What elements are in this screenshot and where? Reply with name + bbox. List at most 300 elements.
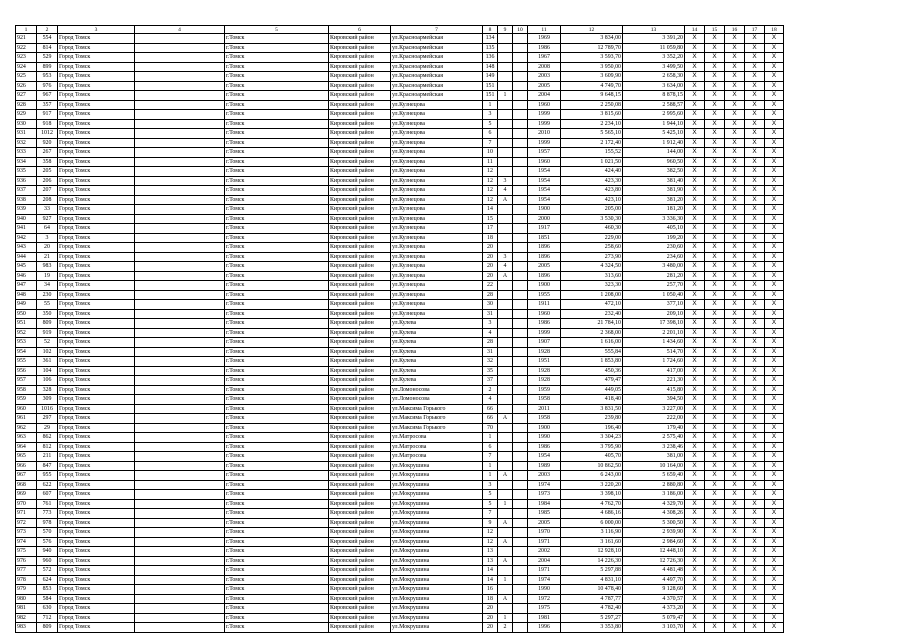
x-mark-cell: X — [705, 528, 725, 538]
street-cell: ул.Мокрушина — [391, 604, 483, 614]
total-area-cell: 258,60 — [561, 243, 623, 253]
street-cell: ул.Кузнецова — [391, 252, 483, 262]
x-mark-cell: X — [745, 452, 765, 462]
year-built-cell: 2000 — [528, 214, 561, 224]
municipality-cell: Город Томск — [58, 537, 135, 547]
municipality-cell: Город Томск — [58, 613, 135, 623]
municipality-cell: Город Томск — [58, 499, 135, 509]
building-suffix-cell — [498, 547, 513, 557]
municipality-cell: Город Томск — [58, 72, 135, 82]
x-mark-cell: X — [765, 119, 784, 129]
locality-cell: г.Томск — [225, 205, 329, 215]
x-mark-cell: X — [685, 167, 705, 177]
table-row — [16, 509, 784, 519]
x-mark-cell: X — [745, 262, 765, 272]
table-row — [16, 528, 784, 538]
street-cell: ул.Мокрушина — [391, 594, 483, 604]
object-id-cell: 529 — [37, 53, 58, 63]
row-number-cell: 924 — [16, 62, 37, 72]
x-mark-cell: X — [765, 148, 784, 158]
total-area-cell: 9 648,15 — [561, 91, 623, 101]
object-id-cell: 622 — [37, 480, 58, 490]
street-cell: ул.Кузнецова — [391, 205, 483, 215]
house-number-cell: 17 — [483, 224, 498, 234]
building-suffix-cell — [498, 357, 513, 367]
x-mark-cell: X — [745, 490, 765, 500]
x-mark-cell: X — [765, 138, 784, 148]
table-row — [16, 205, 784, 215]
blank-cell — [513, 34, 528, 44]
x-mark-cell: X — [705, 414, 725, 424]
x-mark-cell: X — [765, 233, 784, 243]
x-mark-cell: X — [745, 566, 765, 576]
locality-cell: г.Томск — [225, 119, 329, 129]
row-number-cell: 944 — [16, 252, 37, 262]
building-suffix-cell: 1 — [498, 575, 513, 585]
x-mark-cell: X — [705, 518, 725, 528]
x-mark-cell: X — [705, 110, 725, 120]
x-mark-cell: X — [745, 575, 765, 585]
building-suffix-cell: А — [498, 594, 513, 604]
x-mark-cell: X — [765, 43, 784, 53]
building-suffix-cell: 2 — [498, 623, 513, 633]
x-mark-cell: X — [745, 423, 765, 433]
municipality-cell: Город Томск — [58, 148, 135, 158]
building-suffix-cell — [498, 509, 513, 519]
total-area-cell: 555,84 — [561, 347, 623, 357]
year-built-cell: 1896 — [528, 271, 561, 281]
x-mark-cell: X — [725, 262, 745, 272]
living-area-cell: 2 201,10 — [623, 328, 685, 338]
building-suffix-cell — [498, 53, 513, 63]
district-cell: Кировский район — [329, 195, 391, 205]
municipality-cell: Город Томск — [58, 385, 135, 395]
blank-cell — [135, 537, 225, 547]
municipality-cell: Город Томск — [58, 91, 135, 101]
blank-cell — [135, 100, 225, 110]
district-cell: Кировский район — [329, 252, 391, 262]
x-mark-cell: X — [685, 195, 705, 205]
street-cell: ул.Мокрушина — [391, 528, 483, 538]
blank-cell — [513, 433, 528, 443]
house-number-cell: 11 — [483, 157, 498, 167]
x-mark-cell: X — [685, 376, 705, 386]
x-mark-cell: X — [705, 157, 725, 167]
year-built-cell: 1974 — [528, 480, 561, 490]
row-number-cell: 983 — [16, 623, 37, 633]
municipality-cell: Город Томск — [58, 300, 135, 310]
blank-cell — [135, 300, 225, 310]
x-mark-cell: X — [765, 509, 784, 519]
blank-cell — [135, 148, 225, 158]
total-area-cell: 3 950,00 — [561, 62, 623, 72]
object-id-cell: 773 — [37, 509, 58, 519]
x-mark-cell: X — [725, 452, 745, 462]
street-cell: ул.Матросова — [391, 442, 483, 452]
blank-cell — [135, 404, 225, 414]
x-mark-cell: X — [685, 243, 705, 253]
year-built-cell: 1928 — [528, 366, 561, 376]
blank-cell — [135, 138, 225, 148]
building-suffix-cell — [498, 585, 513, 595]
locality-cell: г.Томск — [225, 72, 329, 82]
table-row — [16, 309, 784, 319]
table-row — [16, 338, 784, 348]
locality-cell: г.Томск — [225, 91, 329, 101]
row-number-cell: 974 — [16, 537, 37, 547]
district-cell: Кировский район — [329, 528, 391, 538]
x-mark-cell: X — [745, 205, 765, 215]
x-mark-cell: X — [745, 471, 765, 481]
object-id-cell: 927 — [37, 214, 58, 224]
street-cell: ул.Кулева — [391, 328, 483, 338]
year-built-cell: 1970 — [528, 528, 561, 538]
table-row — [16, 566, 784, 576]
x-mark-cell: X — [765, 357, 784, 367]
x-mark-cell: X — [745, 43, 765, 53]
living-area-cell: 2 575,40 — [623, 433, 685, 443]
house-number-cell: 5 — [483, 499, 498, 509]
x-mark-cell: X — [725, 81, 745, 91]
blank-cell — [513, 480, 528, 490]
object-id-cell: 297 — [37, 414, 58, 424]
building-suffix-cell: 4 — [498, 262, 513, 272]
blank-cell — [135, 243, 225, 253]
row-number-cell: 930 — [16, 119, 37, 129]
object-id-cell: 206 — [37, 176, 58, 186]
object-id-cell: 1012 — [37, 129, 58, 139]
living-area-cell: 3 634,00 — [623, 81, 685, 91]
row-number-cell: 968 — [16, 480, 37, 490]
x-mark-cell: X — [685, 423, 705, 433]
x-mark-cell: X — [685, 138, 705, 148]
locality-cell: г.Томск — [225, 433, 329, 443]
x-mark-cell: X — [685, 281, 705, 291]
blank-cell — [135, 556, 225, 566]
row-number-cell: 927 — [16, 91, 37, 101]
building-suffix-cell — [498, 167, 513, 177]
living-area-cell: 12 726,30 — [623, 556, 685, 566]
building-suffix-cell — [498, 243, 513, 253]
living-area-cell: 222,00 — [623, 414, 685, 424]
object-id-cell: 34 — [37, 281, 58, 291]
x-mark-cell: X — [765, 547, 784, 557]
living-area-cell: 381,40 — [623, 176, 685, 186]
x-mark-cell: X — [745, 81, 765, 91]
x-mark-cell: X — [765, 566, 784, 576]
blank-cell — [513, 243, 528, 253]
locality-cell: г.Томск — [225, 366, 329, 376]
x-mark-cell: X — [705, 423, 725, 433]
living-area-cell: 960,50 — [623, 157, 685, 167]
building-suffix-cell — [498, 281, 513, 291]
living-area-cell: 234,60 — [623, 252, 685, 262]
building-suffix-cell — [498, 233, 513, 243]
house-number-cell: 13 — [483, 547, 498, 557]
x-mark-cell: X — [745, 290, 765, 300]
object-id-cell: 955 — [37, 471, 58, 481]
x-mark-cell: X — [745, 53, 765, 63]
street-cell: ул.Мокрушина — [391, 613, 483, 623]
blank-cell — [135, 366, 225, 376]
object-id-cell: 978 — [37, 518, 58, 528]
x-mark-cell: X — [725, 471, 745, 481]
total-area-cell: 3 609,90 — [561, 72, 623, 82]
blank-cell — [135, 195, 225, 205]
district-cell: Кировский район — [329, 91, 391, 101]
building-suffix-cell: А — [498, 271, 513, 281]
street-cell: ул.Максима Горького — [391, 414, 483, 424]
street-cell: ул.Кулева — [391, 366, 483, 376]
district-cell: Кировский район — [329, 43, 391, 53]
x-mark-cell: X — [725, 233, 745, 243]
year-built-cell: 1851 — [528, 233, 561, 243]
building-suffix-cell — [498, 300, 513, 310]
object-id-cell: 940 — [37, 547, 58, 557]
x-mark-cell: X — [725, 528, 745, 538]
year-built-cell: 1928 — [528, 376, 561, 386]
district-cell: Кировский район — [329, 262, 391, 272]
x-mark-cell: X — [765, 423, 784, 433]
blank-cell — [135, 186, 225, 196]
x-mark-cell: X — [745, 62, 765, 72]
house-number-cell: 6 — [483, 129, 498, 139]
x-mark-cell: X — [685, 357, 705, 367]
building-suffix-cell — [498, 452, 513, 462]
object-id-cell: 953 — [37, 72, 58, 82]
object-id-cell: 104 — [37, 366, 58, 376]
living-area-cell: 12 448,10 — [623, 547, 685, 557]
x-mark-cell: X — [725, 290, 745, 300]
total-area-cell: 5 565,10 — [561, 129, 623, 139]
row-number-cell: 979 — [16, 585, 37, 595]
blank-cell — [513, 566, 528, 576]
street-cell: ул.Ломоносова — [391, 385, 483, 395]
row-number-cell: 932 — [16, 138, 37, 148]
object-id-cell: 554 — [37, 34, 58, 44]
total-area-cell: 3 353,80 — [561, 623, 623, 633]
x-mark-cell: X — [705, 129, 725, 139]
house-number-cell: 7 — [483, 509, 498, 519]
x-mark-cell: X — [745, 72, 765, 82]
object-id-cell: 20 — [37, 243, 58, 253]
row-number-cell: 945 — [16, 262, 37, 272]
x-mark-cell: X — [685, 509, 705, 519]
object-id-cell: 809 — [37, 623, 58, 633]
street-cell: ул.Мокрушина — [391, 623, 483, 633]
x-mark-cell: X — [725, 195, 745, 205]
x-mark-cell: X — [745, 499, 765, 509]
blank-cell — [513, 395, 528, 405]
x-mark-cell: X — [705, 452, 725, 462]
blank-cell — [513, 613, 528, 623]
x-mark-cell: X — [685, 271, 705, 281]
object-id-cell: 106 — [37, 376, 58, 386]
house-number-cell: 31 — [483, 309, 498, 319]
municipality-cell: Город Томск — [58, 395, 135, 405]
year-built-cell: 1981 — [528, 613, 561, 623]
table-row — [16, 100, 784, 110]
x-mark-cell: X — [685, 205, 705, 215]
house-number-cell: 14 — [483, 205, 498, 215]
locality-cell: г.Томск — [225, 480, 329, 490]
x-mark-cell: X — [685, 395, 705, 405]
year-built-cell: 1984 — [528, 499, 561, 509]
year-built-cell: 2005 — [528, 81, 561, 91]
x-mark-cell: X — [725, 338, 745, 348]
blank-cell — [135, 461, 225, 471]
municipality-cell: Город Томск — [58, 414, 135, 424]
x-mark-cell: X — [765, 252, 784, 262]
locality-cell: г.Томск — [225, 585, 329, 595]
district-cell: Кировский район — [329, 414, 391, 424]
x-mark-cell: X — [725, 623, 745, 633]
x-mark-cell: X — [705, 148, 725, 158]
x-mark-cell: X — [745, 404, 765, 414]
table-row — [16, 585, 784, 595]
street-cell: ул.Кузнецова — [391, 214, 483, 224]
blank-cell — [135, 376, 225, 386]
x-mark-cell: X — [745, 110, 765, 120]
table-row — [16, 271, 784, 281]
x-mark-cell: X — [725, 309, 745, 319]
table-row — [16, 53, 784, 63]
municipality-cell: Город Томск — [58, 214, 135, 224]
district-cell: Кировский район — [329, 186, 391, 196]
object-id-cell: 358 — [37, 157, 58, 167]
row-number-cell: 943 — [16, 243, 37, 253]
blank-cell — [513, 195, 528, 205]
x-mark-cell: X — [765, 376, 784, 386]
house-number-cell: 1 — [483, 461, 498, 471]
municipality-cell: Город Томск — [58, 452, 135, 462]
x-mark-cell: X — [745, 138, 765, 148]
living-area-cell: 257,70 — [623, 281, 685, 291]
district-cell: Кировский район — [329, 129, 391, 139]
locality-cell: г.Томск — [225, 423, 329, 433]
x-mark-cell: X — [705, 262, 725, 272]
blank-cell — [513, 62, 528, 72]
house-number-cell: 13 — [483, 556, 498, 566]
building-suffix-cell — [498, 480, 513, 490]
table-row — [16, 537, 784, 547]
column-number-header: 8 — [483, 26, 498, 34]
x-mark-cell: X — [685, 499, 705, 509]
total-area-cell: 3 161,60 — [561, 537, 623, 547]
municipality-cell: Город Томск — [58, 233, 135, 243]
locality-cell: г.Томск — [225, 528, 329, 538]
living-area-cell: 2 995,60 — [623, 110, 685, 120]
district-cell: Кировский район — [329, 395, 391, 405]
house-number-cell: 7 — [483, 452, 498, 462]
object-id-cell: 1016 — [37, 404, 58, 414]
district-cell: Кировский район — [329, 328, 391, 338]
blank-cell — [135, 119, 225, 129]
x-mark-cell: X — [745, 281, 765, 291]
x-mark-cell: X — [745, 547, 765, 557]
municipality-cell: Город Томск — [58, 556, 135, 566]
year-built-cell: 2005 — [528, 262, 561, 272]
locality-cell: г.Томск — [225, 167, 329, 177]
column-number-header: 7 — [391, 26, 483, 34]
municipality-cell: Город Томск — [58, 290, 135, 300]
x-mark-cell: X — [765, 34, 784, 44]
x-mark-cell: X — [725, 490, 745, 500]
locality-cell: г.Томск — [225, 376, 329, 386]
municipality-cell: Город Томск — [58, 423, 135, 433]
locality-cell: г.Томск — [225, 613, 329, 623]
street-cell: ул.Матросова — [391, 433, 483, 443]
x-mark-cell: X — [745, 186, 765, 196]
total-area-cell: 14 226,30 — [561, 556, 623, 566]
x-mark-cell: X — [725, 537, 745, 547]
living-area-cell: 1 050,40 — [623, 290, 685, 300]
blank-cell — [135, 575, 225, 585]
house-number-cell: 5 — [483, 490, 498, 500]
x-mark-cell: X — [685, 594, 705, 604]
row-number-cell: 976 — [16, 556, 37, 566]
living-area-cell: 382,50 — [623, 167, 685, 177]
living-area-cell: 3 352,20 — [623, 53, 685, 63]
blank-cell — [135, 480, 225, 490]
blank-cell — [135, 509, 225, 519]
x-mark-cell: X — [685, 347, 705, 357]
year-built-cell: 1907 — [528, 338, 561, 348]
house-number-cell: 18 — [483, 594, 498, 604]
house-number-cell: 1 — [483, 471, 498, 481]
living-area-cell: 281,20 — [623, 271, 685, 281]
x-mark-cell: X — [685, 385, 705, 395]
house-number-cell: 20 — [483, 604, 498, 614]
blank-cell — [135, 157, 225, 167]
district-cell: Кировский район — [329, 62, 391, 72]
house-number-cell: 5 — [483, 119, 498, 129]
municipality-cell: Город Томск — [58, 528, 135, 538]
total-area-cell: 472,10 — [561, 300, 623, 310]
x-mark-cell: X — [685, 309, 705, 319]
object-id-cell: 960 — [37, 556, 58, 566]
house-number-cell: 20 — [483, 243, 498, 253]
locality-cell: г.Томск — [225, 186, 329, 196]
living-area-cell: 144,00 — [623, 148, 685, 158]
house-number-cell: 6 — [483, 442, 498, 452]
x-mark-cell: X — [685, 176, 705, 186]
street-cell: ул.Максима Горького — [391, 404, 483, 414]
living-area-cell: 1 944,10 — [623, 119, 685, 129]
blank-cell — [135, 604, 225, 614]
row-number-cell: 960 — [16, 404, 37, 414]
municipality-cell: Город Томск — [58, 176, 135, 186]
year-built-cell: 1958 — [528, 414, 561, 424]
district-cell: Кировский район — [329, 509, 391, 519]
municipality-cell: Город Томск — [58, 119, 135, 129]
object-id-cell: 967 — [37, 91, 58, 101]
house-number-cell: 7 — [483, 138, 498, 148]
locality-cell: г.Томск — [225, 110, 329, 120]
x-mark-cell: X — [745, 509, 765, 519]
blank-cell — [135, 224, 225, 234]
street-cell: ул.Мокрушина — [391, 518, 483, 528]
blank-cell — [513, 300, 528, 310]
x-mark-cell: X — [745, 309, 765, 319]
year-built-cell: 1900 — [528, 423, 561, 433]
x-mark-cell: X — [765, 214, 784, 224]
blank-cell — [135, 613, 225, 623]
row-number-cell: 959 — [16, 395, 37, 405]
total-area-cell: 3 530,30 — [561, 214, 623, 224]
total-area-cell: 5 297,88 — [561, 566, 623, 576]
table-row — [16, 442, 784, 452]
